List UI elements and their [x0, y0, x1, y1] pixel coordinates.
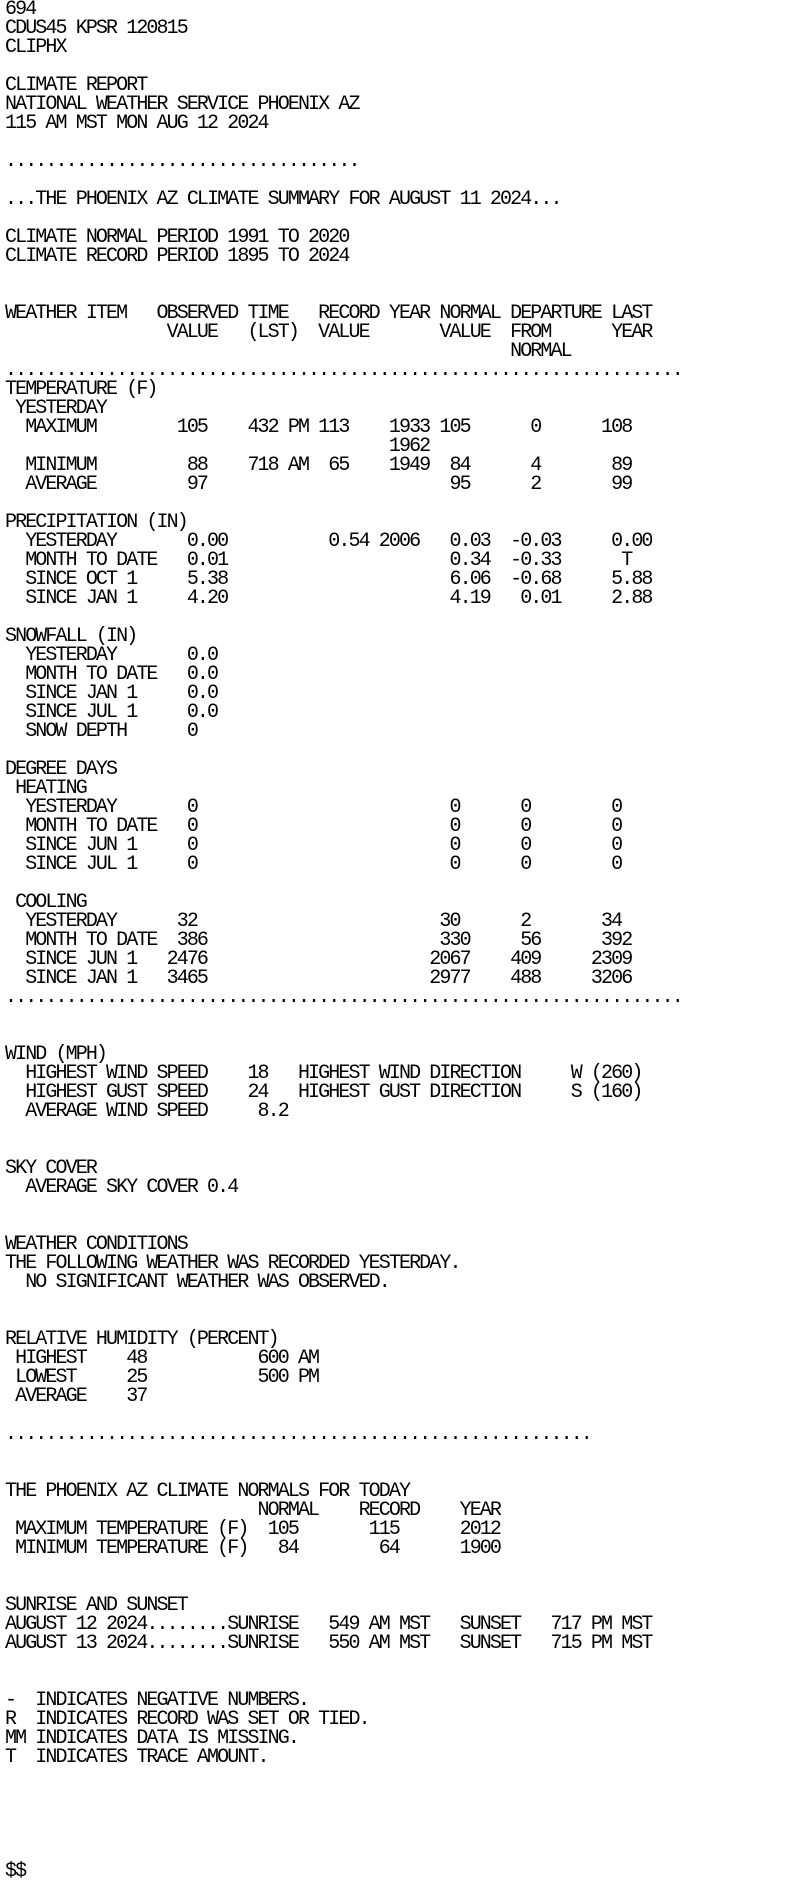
report-line: WIND (MPH): [5, 1043, 107, 1066]
report-line: [5, 874, 810, 893]
report-line: SINCE OCT 1 5.38 6.06 -0.68 5.88: [5, 568, 652, 591]
report-line: PRECIPITATION (IN): [5, 511, 187, 534]
report-line: [5, 1843, 810, 1862]
report-line: THE FOLLOWING WEATHER WAS RECORDED YESTERDAY.: [5, 1252, 460, 1275]
report-line: VALUE (LST) VALUE VALUE FROM YEAR: [5, 321, 652, 344]
report-line: RELATIVE HUMIDITY (PERCENT): [5, 1328, 278, 1351]
report-line: YESTERDAY: [5, 397, 107, 420]
report-line: MONTH TO DATE 0.01 0.34 -0.33 T: [5, 549, 632, 572]
report-line: COOLING: [5, 891, 86, 914]
report-line: [5, 266, 810, 285]
report-line: AUGUST 13 2024........SUNRISE 550 AM MST SUNSET 715 PM MST: [5, 1632, 652, 1655]
report-line: HEATING: [5, 777, 86, 800]
report-line: [5, 1292, 810, 1311]
report-line: CLIMATE REPORT: [5, 74, 147, 97]
report-line: MONTH TO DATE 0 0 0 0: [5, 815, 622, 838]
report-line: AVERAGE 37: [5, 1385, 147, 1408]
report-line: NO SIGNIFICANT WEATHER WAS OBSERVED.: [5, 1271, 389, 1294]
report-line: AVERAGE 97 95 2 99: [5, 473, 632, 496]
report-line: [5, 1026, 810, 1045]
report-line: NORMAL: [5, 340, 571, 363]
report-line: SKY COVER: [5, 1157, 96, 1180]
report-line: ..........................................................: [5, 1423, 591, 1446]
report-line: [5, 1140, 810, 1159]
report-line: LOWEST 25 500 PM: [5, 1366, 319, 1389]
report-line: AVERAGE WIND SPEED 8.2: [5, 1100, 288, 1123]
report-line: SINCE JUN 1 0 0 0 0: [5, 834, 622, 857]
report-line: DEGREE DAYS: [5, 758, 117, 781]
report-line: MAXIMUM TEMPERATURE (F) 105 115 2012: [5, 1518, 500, 1541]
report-line: YESTERDAY 0.0: [5, 644, 218, 667]
report-line: MM INDICATES DATA IS MISSING.: [5, 1727, 298, 1750]
report-line: HIGHEST GUST SPEED 24 HIGHEST GUST DIRECTION S (160): [5, 1081, 642, 1104]
report-line: NORMAL RECORD YEAR: [5, 1499, 500, 1522]
report-line: [5, 1007, 810, 1026]
report-line: 1962: [5, 435, 430, 458]
report-line: [5, 1653, 810, 1672]
report-line: ...................................................................: [5, 359, 682, 382]
report-line: MONTH TO DATE 0.0: [5, 663, 218, 686]
report-line: MINIMUM TEMPERATURE (F) 84 64 1900: [5, 1537, 500, 1560]
report-line: [5, 1121, 810, 1140]
report-line: TEMPERATURE (F): [5, 378, 157, 401]
report-line: [5, 1767, 810, 1786]
report-line: SNOWFALL (IN): [5, 625, 137, 648]
report-line: AVERAGE SKY COVER 0.4: [5, 1176, 238, 1199]
report-line: THE PHOENIX AZ CLIMATE NORMALS FOR TODAY: [5, 1480, 410, 1503]
report-line: [5, 1786, 810, 1805]
report-line: [5, 1197, 810, 1216]
report-line: HIGHEST 48 600 AM: [5, 1347, 319, 1370]
report-line: WEATHER ITEM OBSERVED TIME RECORD YEAR NORMAL DEPARTURE LAST: [5, 302, 652, 325]
report-line: HIGHEST WIND SPEED 18 HIGHEST WIND DIRECTION W (260): [5, 1062, 642, 1085]
report-line: ...................................: [5, 150, 359, 173]
report-line: [5, 1444, 810, 1463]
report-line: ...................................................................: [5, 986, 682, 1009]
report-line: MAXIMUM 105 432 PM 113 1933 105 0 108: [5, 416, 632, 439]
report-line: YESTERDAY 0 0 0 0: [5, 796, 622, 819]
report-line: YESTERDAY 32 30 2 34: [5, 910, 622, 933]
report-line: CDUS45 KPSR 120815: [5, 17, 187, 40]
report-line: [5, 1558, 810, 1577]
report-line: 694: [5, 0, 36, 21]
report-line: MINIMUM 88 718 AM 65 1949 84 4 89: [5, 454, 632, 477]
report-line: [5, 741, 810, 760]
report-line: NATIONAL WEATHER SERVICE PHOENIX AZ: [5, 93, 359, 116]
report-line: ...THE PHOENIX AZ CLIMATE SUMMARY FOR AUGUST 11 2024...: [5, 188, 561, 211]
report-line: - INDICATES NEGATIVE NUMBERS.: [5, 1689, 309, 1712]
report-line: SINCE JUL 1 0.0: [5, 701, 218, 724]
report-line: SINCE JAN 1 0.0: [5, 682, 218, 705]
report-line: [5, 1824, 810, 1843]
report-line: YESTERDAY 0.00 0.54 2006 0.03 -0.03 0.00: [5, 530, 652, 553]
report-line: R INDICATES RECORD WAS SET OR TIED.: [5, 1708, 369, 1731]
report-line: SINCE JAN 1 4.20 4.19 0.01 2.88: [5, 587, 652, 610]
report-line: SUNRISE AND SUNSET: [5, 1594, 187, 1617]
report-line: AUGUST 12 2024........SUNRISE 549 AM MST SUNSET 717 PM MST: [5, 1613, 652, 1636]
report-line: WEATHER CONDITIONS: [5, 1233, 187, 1256]
report-line: $$: [5, 1860, 26, 1883]
report-line: CLIPHX: [5, 36, 66, 59]
report-line: MONTH TO DATE 386 330 56 392: [5, 929, 632, 952]
report-line: CLIMATE RECORD PERIOD 1895 TO 2024: [5, 245, 349, 268]
report-line: SINCE JAN 1 3465 2977 488 3206: [5, 967, 632, 990]
report-line: SNOW DEPTH 0: [5, 720, 197, 743]
report-line: CLIMATE NORMAL PERIOD 1991 TO 2020: [5, 226, 349, 249]
report-line: SINCE JUL 1 0 0 0 0: [5, 853, 622, 876]
report-line: SINCE JUN 1 2476 2067 409 2309: [5, 948, 632, 971]
report-line: [5, 1805, 810, 1824]
report-line: T INDICATES TRACE AMOUNT.: [5, 1746, 268, 1769]
report-line: 115 AM MST MON AUG 12 2024: [5, 112, 268, 135]
